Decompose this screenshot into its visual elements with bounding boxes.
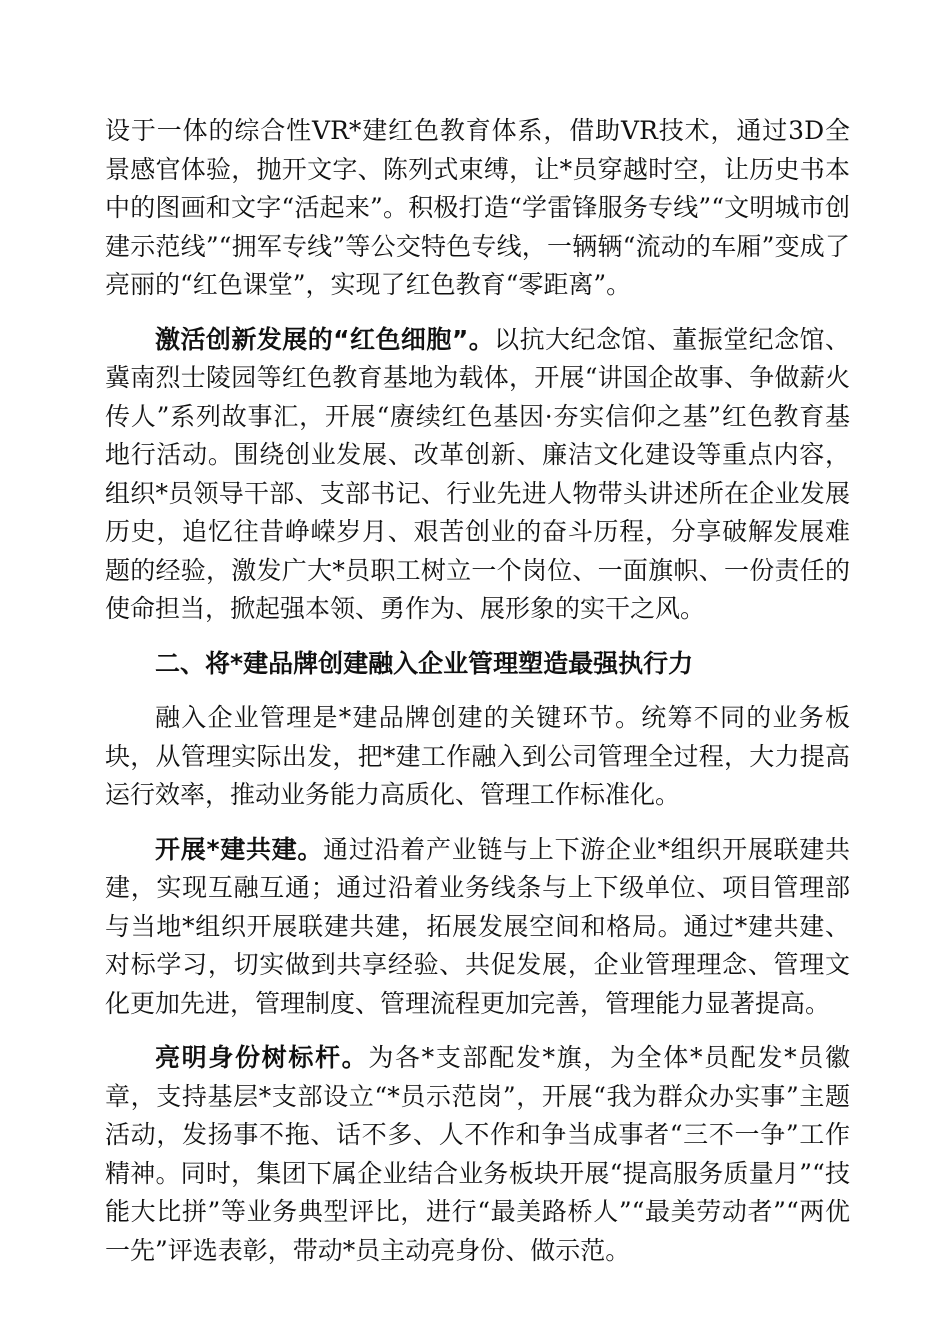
paragraph-management-integration — [105, 699, 850, 815]
paragraph-lead-title: 亮明身份树标杆。 — [155, 1043, 369, 1072]
paragraph-text: 以抗大纪念馆、董振堂纪念馆、冀南烈士陵园等红色教育基地为载体，开展“讲国企故事、争做薪火传人”系列故事汇，开展“赓续红色基因·夯实信仰之基”红色教育基地行活动。围绕创业发展、改革创新、廉洁文化建设等重点内容，组织*员领导干部、支部书记、行业先进人物带头讲述所在企业发展历史，追忆往昔峥嵘岁月、艰苦创业的奋斗历程，分享破解发展难题的经验，激发广大*员职工树立一个岗位、一面旗帜、一份责任的使命担当，掀起强本领、勇作为、展形象的实干之风。 — [105, 324, 850, 623]
paragraph-text: 融入企业管理是*建品牌创建的关键环节。统筹不同的业务板块，从管理实际出发，把*建工作融入到公司管理全过程，大力提高运行效率，推动业务能力高质化、管理工作标准化。 — [105, 703, 850, 809]
document-body — [105, 112, 850, 1286]
paragraph-benchmark — [105, 1039, 850, 1270]
paragraph-joint-construction — [105, 831, 850, 1024]
paragraph-text: 设于一体的综合性VR*建红色教育体系，借助VR技术，通过3D全景感官体验，抛开文字、陈列式束缚，让*员穿越时空，让历史书本中的图画和文字“活起来”。积极打造“学雷锋服务专线”“文明城市创建示范线”“拥军专线”等公交特色专线，一辆辆“流动的车厢”变成了亮丽的“红色课堂”，实现了红色教育“零距离”。 — [105, 116, 850, 299]
section-heading: 二、将*建品牌创建融入企业管理塑造最强执行力 — [155, 648, 694, 678]
paragraph-vr-education — [105, 112, 850, 305]
paragraph-lead-title: 开展*建共建。 — [155, 834, 324, 864]
paragraph-text: 通过沿着产业链与上下游企业*组织开展联建共建，实现互融互通；通过沿着业务线条与上下级单位、项目管理部与当地*组织开展联建共建，拓展发展空间和格局。通过*建共建、对标学习，切实做到共享经验、共促发展，企业管理理念、管理文化更加先进，管理制度、管理流程更加完善，管理能力显著提高。 — [105, 834, 850, 1018]
paragraph-lead-title: 激活创新发展的“红色细胞”。 — [155, 324, 495, 354]
paragraph-red-cells — [105, 321, 850, 629]
paragraph-text: 为各*支部配发*旗，为全体*员配发*员徽章，支持基层*支部设立“*员示范岗”，开展“我为群众办实事”主题活动，发扬事不拖、话不多、人不作和争当成事者“三不一争”工作精神。同时，集团下属企业结合业务板块开展“提高服务质量月”“技能大比拼”等业务典型评比，进行“最美路桥人”“最美劳动者”“两优一先”评选表彰，带动*员主动亮身份、做示范。 — [105, 1043, 850, 1265]
